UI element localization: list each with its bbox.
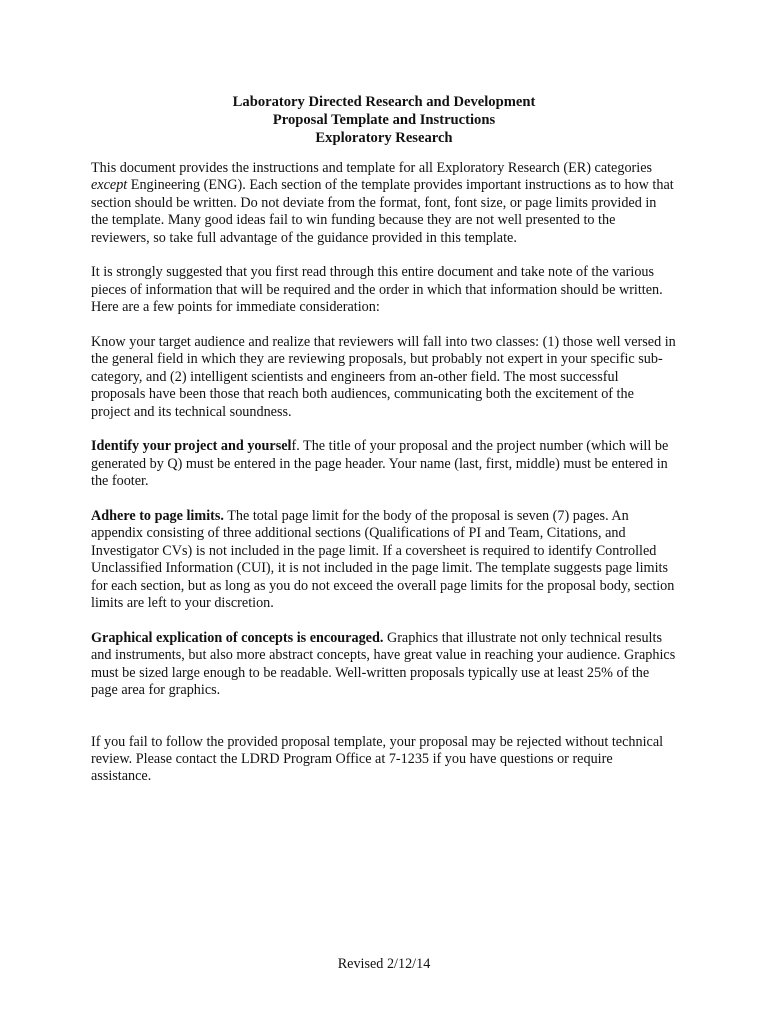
paragraph-audience: Know your target audience and realize that reviewers will fall into two classes: (1) those well versed in the general field in which they are reviewing proposals, but probably not expert in your specific subcategory, and (2) intelligent scientists and engineers from an-other field. The most successful proposals have been those that reach both audiences, communicating both the excitement of the project and its technical soundness.	[91, 334, 676, 420]
title-line-1: Laboratory Directed Research and Development	[232, 94, 536, 110]
revision-footer: Revised 2/12/14	[337, 956, 431, 972]
document-title	[0, 93, 768, 147]
title-line-3: Exploratory Research	[315, 130, 453, 146]
paragraph-page-limits: Adhere to page limits. The total page limit for the body of the proposal is seven (7) pages. An appendix consisting of three additional sections (Qualifications of PI and Team, Citations, and Investigator CVs) is not included in the page limit. If a coversheet is required to identify Controlled Unclassified Information (CUI), it is not included in the page limit. The template suggests page limits for each section, but as long as you do not exceed the overall page limits for the proposal body, section limits are left to your discretion.	[91, 508, 675, 612]
document-body	[91, 160, 676, 803]
lead-identify: Identify your project and yoursel	[91, 438, 292, 455]
paragraph-warning: If you fail to follow the provided proposal template, your proposal may be rejected without technical review. Please contact the LDRD Program Office at 7-1235 if you have questions or require assistance.	[91, 733, 664, 785]
lead-page-limits: Adhere to page limits.	[91, 508, 224, 525]
emphasis-except: except	[91, 177, 128, 194]
lead-graphics: Graphical explication of concepts is encouraged.	[91, 629, 384, 646]
paragraph-intro: This document provides the instructions and template for all Exploratory Research (ER) categories except Engineering (ENG). Each section of the template provides important instructions as to how that section should be written. Do not deviate from the format, font, font size, or page limits provided in the template. Many good ideas fail to win funding because they are not well presented to the reviewers, so take full advantage of the guidance provided in this template.	[91, 160, 674, 246]
paragraph-suggestion: It is strongly suggested that you first read through this entire document and take note of the various pieces of information that will be required and the order in which that information should be written. Here are a few points for immediate consideration:	[91, 264, 663, 316]
paragraph-identify: Identify your project and yourself. The title of your proposal and the project number (which will be generated by Q) must be entered in the page header. Your name (last, first, middle) must be entered in the footer.	[91, 438, 669, 490]
paragraph-graphics: Graphical explication of concepts is encouraged. Graphics that illustrate not only technical results and instruments, but also more abstract concepts, have great value in reaching your audience. Graphics must be sized large enough to be readable. Well-written proposals typically use at least 25% of the page area for graphics.	[91, 629, 676, 699]
title-line-2: Proposal Template and Instructions	[272, 112, 496, 128]
